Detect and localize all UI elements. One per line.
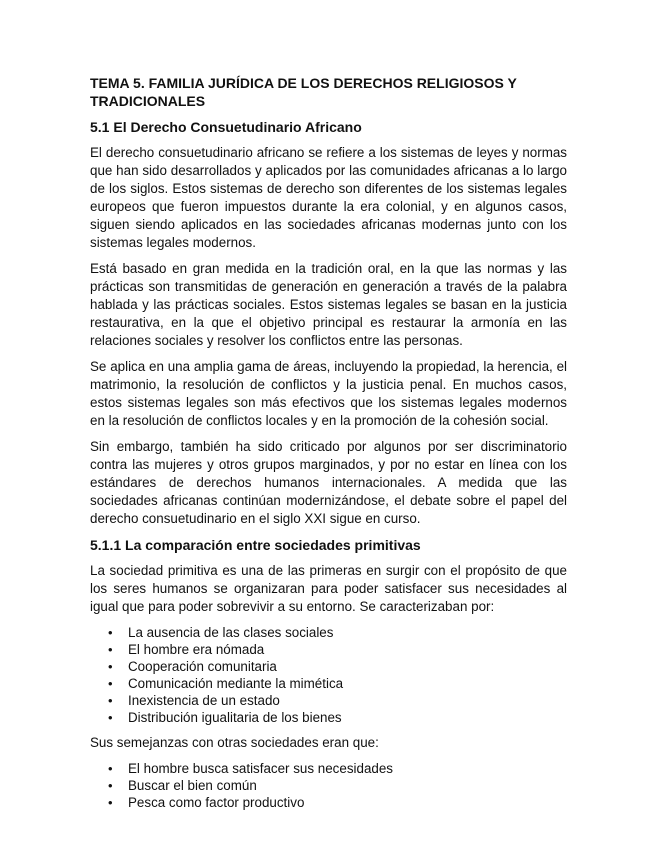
paragraph-intro-primitive-society: La sociedad primitiva es una de las primeras en surgir con el propósito de que los seres humanos se organizaran para poder satisfacer sus necesidades al igual que para poder sobrevivir a su entorno. Se caracterizaban por: [90,563,567,614]
bullet-icon: • [108,710,113,725]
paragraph-1: El derecho consuetudinario africano se refiere a los sistemas de leyes y normas que han sido desarrollados y aplicados por las comunidades africanas a lo largo de los siglos. Estos sistemas de derecho son diferentes de los sistemas legales europeos que fueron impuestos durante la era colonial, y en algunos casos, siguen siendo aplicados en las sociedades africanas modernas junto con los sistemas legales modernos. [90,145,567,250]
bullet-icon: • [108,693,113,708]
list-item: • Inexistencia de un estado [108,693,280,708]
paragraph-4: Sin embargo, también ha sido criticado por algunos por ser discriminatorio contra las mujeres y otros grupos marginados, y por no estar en línea con los estándares de derechos humanos internacionales. A medida que las sociedades africanas continúan modernizándose, el debate sobre el papel del derecho consuetudinario en el siglo XXI sigue en curso. [90,439,567,526]
section-heading-5-1: 5.1 El Derecho Consuetudinario Africano [90,119,362,135]
section-heading-5-1-1: 5.1.1 La comparación entre sociedades primitivas [90,537,421,553]
document-title: TEMA 5. FAMILIA JURÍDICA DE LOS DERECHOS RELIGIOSOS Y TRADICIONALES [90,75,517,109]
list-item: • Distribución igualitaria de los bienes [108,710,342,725]
bullet-icon: • [108,642,113,657]
bullet-icon: • [108,625,113,640]
bullet-icon: • [108,795,113,810]
paragraph-2: Está basado en gran medida en la tradición oral, en la que las normas y las prácticas son transmitidas de generación en generación a través de la palabra hablada y las prácticas sociales. Estos sistemas legales se basan en la justicia restaurativa, en la que el objetivo principal es restaurar la armonía en las relaciones sociales y resolver los conflictos entre las personas. [90,261,567,348]
similarities-list [90,760,567,811]
bullet-icon: • [108,778,113,793]
list-item: • Comunicación mediante la mimética [108,676,344,691]
paragraph-similarities-intro: Sus semejanzas con otras sociedades eran que: [90,735,379,750]
characteristics-list [90,624,567,726]
list-item: • El hombre era nómada [108,642,265,657]
bullet-icon: • [108,761,113,776]
list-item: • Cooperación comunitaria [108,659,277,674]
list-item: • Pesca como factor productivo [108,795,305,810]
list-item: • Buscar el bien común [108,778,257,793]
bullet-icon: • [108,659,113,674]
paragraph-3: Se aplica en una amplia gama de áreas, incluyendo la propiedad, la herencia, el matrimonio, la resolución de conflictos y la justicia penal. En muchos casos, estos sistemas legales son más efectivos que los sistemas legales modernos en la resolución de conflictos locales y en la promoción de la cohesión social. [90,359,567,428]
list-item: • La ausencia de las clases sociales [108,625,334,640]
bullet-icon: • [108,676,113,691]
list-item: • El hombre busca satisfacer sus necesidades [108,761,393,776]
